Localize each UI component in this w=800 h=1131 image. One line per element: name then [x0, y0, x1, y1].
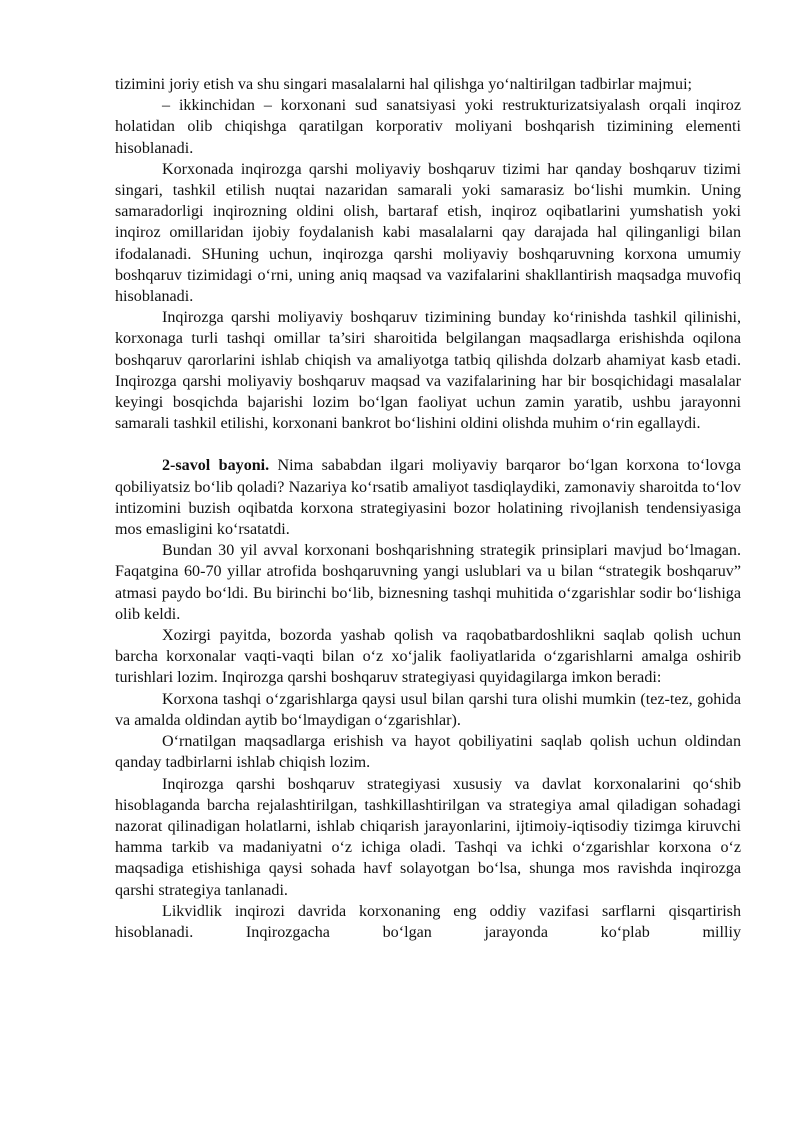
paragraph-8: Korxona tashqi o‘zgarishlarga qaysi usul bilan qarshi tura olishi mumkin (tez-tez, gohida va amalda oldindan aytib bo‘lmaydigan o‘zgarishlar). [115, 690, 741, 729]
paragraph-9: O‘rnatilgan maqsadlarga erishish va hayot qobiliyatini saqlab qolish uchun oldindan qanday tadbirlarni ishlab chiqish lozim. [115, 733, 741, 772]
paragraph-11: Likvidlik inqirozi davrida korxonaning eng oddiy vazifasi sarflarni qisqartirish hisoblanadi. Inqirozgacha bo‘lgan jarayonda ko‘plab milliy [115, 902, 741, 941]
question-2-heading: 2-savol bayoni. [162, 457, 270, 475]
paragraph-1: tizimini joriy etish va shu singari masalalarni hal qilishga yo‘naltirilgan tadbirlar majmui; [115, 76, 693, 93]
question-2-paragraph [115, 455, 741, 540]
paragraph-7: Xozirgi payitda, bozorda yashab qolish va raqobatbardoshlikni saqlab qolish uchun barcha korxonalar vaqti-vaqti bilan o‘z xo‘jalik faoliyatlarida o‘zgarishlarni amalga oshirib turishlari lozim. Inqirozga qarshi boshqaruv strategiyasi quyidagilarga imkon beradi: [115, 627, 741, 687]
question-2-text: Nima sababdan ilgari moliyaviy barqaror bo‘lgan korxona to‘lovga qobiliyatsiz bo‘lib qoladi? Nazariya ko‘rsatib amaliyot tasdiqlaydiki, zamonaviy sharoitda to‘lov intizomini buzish oqibatda korxona strategiyasini bozor holatining rivojlanish tendensiyasiga mos emasligini ko‘rsatatdi. [115, 457, 741, 539]
paragraph-10: Inqirozga qarshi boshqaruv strategiyasi xususiy va davlat korxonalarini qo‘shib hisoblaganda barcha rejalashtirilgan, tashkillashtirilgan va strategiya amal qiladigan sohadagi nazorat qilinadigan holatlarni, ishlab chiqarish jarayonlarini, ijtimoiy-iqtisodiy tizimga kiruvchi hamma tarkib va madaniyatni o‘z ichiga oladi. Tashqi va ichki o‘zgarishlar korxona o‘z maqsadiga etishishiga qaysi sohada havf solayotgan bo‘lsa, shunga mos ravishda inqirozga qarshi strategiya tanlanadi. [115, 775, 741, 899]
paragraph-3: Korxonada inqirozga qarshi moliyaviy boshqaruv tizimi har qanday boshqaruv tizimi singari, tashkil etilish nuqtai nazaridan samarali yoki samarasiz bo‘lishi mumkin. Uning samaradorligi inqirozning oldini olish, bartaraf etish, inqiroz oqibatlarini yumshatish yoki inqiroz omillaridan ijobiy foydalanish kabi masalalarni qay darajada hal qilinganligi bilan ifodalanadi. SHuning uchun, inqirozga qarshi moliyaviy boshqaruvning korxona umumiy boshqaruv tizimidagi o‘rni, uning aniq maqsad va vazifalarini shakllantirish maqsadga muvofiq hisoblanadi. [115, 160, 741, 306]
paragraph-4: Inqirozga qarshi moliyaviy boshqaruv tizimining bunday ko‘rinishda tashkil qilinishi, korxonaga turli tashqi omillar ta’siri sharoitida belgilangan maqsadlarga erishishda oqilona boshqaruv qarorlarini ishlab chiqish va amaliyotga tatbiq qilishda dolzarb ahamiyat kasb etadi. Inqirozga qarshi moliyaviy boshqaruv maqsad va vazifalarining har bir bosqichidagi masalalar keyingi bosqichda bajarishi lozim bo‘lgan faoliyat uchun zamin yaratib, ushbu jarayonni samarali tashkil etilishi, korxonani bankrot bo‘lishini oldini olishda muhim o‘rin egallaydi. [115, 309, 741, 433]
paragraph-2: – ikkinchidan – korxonani sud sanatsiyasi yoki restrukturizatsiyalash orqali inqiroz holatidan olib chiqishga qaratilgan korporativ moliyani boshqarish tizimining elementi hisoblanadi. [115, 97, 741, 157]
document-page [115, 74, 741, 943]
paragraph-6: Bundan 30 yil avval korxonani boshqarishning strategik prinsiplari mavjud bo‘lmagan. Faqatgina 60-70 yillar atrofida boshqaruvning yangi uslublari va u bilan “strategik boshqaruv” atmasi paydo bo‘ldi. Bu birinchi bo‘lib, biznesning tashqi muhitida o‘zgarishlar sodir bo‘lishiga olib keldi. [115, 542, 741, 623]
